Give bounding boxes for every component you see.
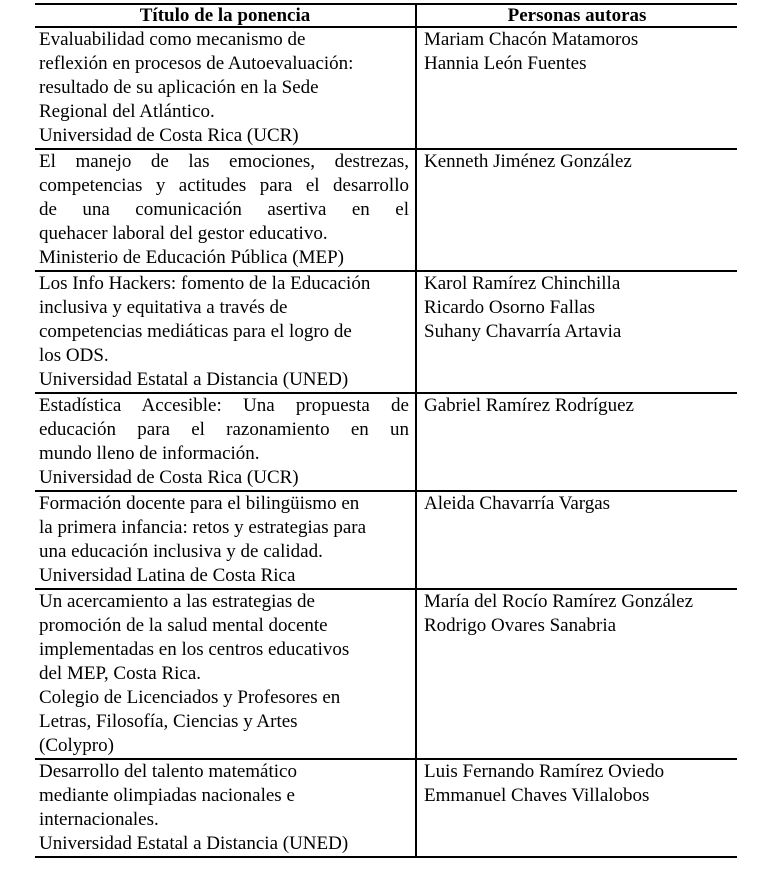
title-line: implementadas en los centros educativos	[39, 639, 350, 660]
title-cell	[35, 150, 417, 270]
table-row	[35, 394, 737, 492]
authors-cell	[417, 28, 737, 148]
ponencias-table	[35, 3, 737, 858]
authors-cell	[417, 394, 737, 490]
author-name: Mariam Chacón Matamoros	[424, 29, 639, 50]
authors-cell	[417, 492, 737, 588]
title-line: internacionales.	[39, 809, 159, 830]
header-title-column: Título de la ponencia	[35, 5, 417, 26]
institution-line: Universidad Estatal a Distancia (UNED)	[39, 369, 349, 390]
institution-line: Ministerio de Educación Pública (MEP)	[39, 247, 344, 268]
title-line: competencias mediáticas para el logro de	[39, 321, 352, 342]
author-name: Emmanuel Chaves Villalobos	[424, 785, 650, 806]
institution-line: Letras, Filosofía, Ciencias y Artes	[39, 711, 298, 732]
author-name: Aleida Chavarría Vargas	[424, 493, 611, 514]
title-line: de una comunicación asertiva en el	[39, 199, 409, 220]
authors-cell	[417, 590, 737, 758]
author-name: Kenneth Jiménez González	[424, 151, 632, 172]
title-line: los ODS.	[39, 345, 109, 366]
title-line: mundo lleno de información.	[39, 443, 260, 464]
title-line: Desarrollo del talento matemático	[39, 761, 297, 782]
author-name: Ricardo Osorno Fallas	[424, 297, 595, 318]
author-name: Hannia León Fuentes	[424, 53, 587, 74]
title-line: educación para el razonamiento en un	[39, 419, 409, 440]
table-row	[35, 150, 737, 272]
institution-line: (Colypro)	[39, 735, 114, 756]
author-name: Karol Ramírez Chinchilla	[424, 273, 621, 294]
table-header-row	[35, 5, 737, 28]
title-line: El manejo de las emociones, destrezas,	[39, 151, 409, 172]
table-row	[35, 28, 737, 150]
author-name: Suhany Chavarría Artavia	[424, 321, 622, 342]
author-name: Rodrigo Ovares Sanabria	[424, 615, 617, 636]
title-line: mediante olimpiadas nacionales e	[39, 785, 295, 806]
author-name: Luis Fernando Ramírez Oviedo	[424, 761, 665, 782]
authors-cell	[417, 150, 737, 270]
author-name: Gabriel Ramírez Rodríguez	[424, 395, 634, 416]
title-line: una educación inclusiva y de calidad.	[39, 541, 323, 562]
title-line: resultado de su aplicación en la Sede	[39, 77, 319, 98]
title-line: competencias y actitudes para el desarrollo	[39, 175, 409, 196]
title-line: del MEP, Costa Rica.	[39, 663, 202, 684]
table-row	[35, 760, 737, 858]
title-line: inclusiva y equitativa a través de	[39, 297, 288, 318]
title-cell	[35, 590, 417, 758]
table-row	[35, 272, 737, 394]
title-cell	[35, 394, 417, 490]
institution-line: Universidad Latina de Costa Rica	[39, 565, 296, 586]
title-line: reflexión en procesos de Autoevaluación:	[39, 53, 354, 74]
title-cell	[35, 28, 417, 148]
institution-line: Universidad Estatal a Distancia (UNED)	[39, 833, 349, 854]
institution-line: Universidad de Costa Rica (UCR)	[39, 125, 299, 146]
title-line: Estadística Accesible: Una propuesta de	[39, 395, 409, 416]
title-line: quehacer laboral del gestor educativo.	[39, 223, 328, 244]
header-authors-column: Personas autoras	[507, 5, 647, 26]
title-cell	[35, 272, 417, 392]
title-line: Regional del Atlántico.	[39, 101, 215, 122]
title-line: Formación docente para el bilingüismo en	[39, 493, 360, 514]
table-row	[35, 590, 737, 760]
title-line: Evaluabilidad como mecanismo de	[39, 29, 306, 50]
author-name: María del Rocío Ramírez González	[424, 591, 694, 612]
title-line: Un acercamiento a las estrategias de	[39, 591, 315, 612]
title-cell	[35, 760, 417, 856]
authors-cell	[417, 760, 737, 856]
table-body	[35, 28, 737, 858]
institution-line: Colegio de Licenciados y Profesores en	[39, 687, 341, 708]
title-line: la primera infancia: retos y estrategias para	[39, 517, 367, 538]
authors-cell	[417, 272, 737, 392]
title-cell	[35, 492, 417, 588]
institution-line: Universidad de Costa Rica (UCR)	[39, 467, 299, 488]
table-row	[35, 492, 737, 590]
title-line: promoción de la salud mental docente	[39, 615, 328, 636]
title-line: Los Info Hackers: fomento de la Educación	[39, 273, 371, 294]
